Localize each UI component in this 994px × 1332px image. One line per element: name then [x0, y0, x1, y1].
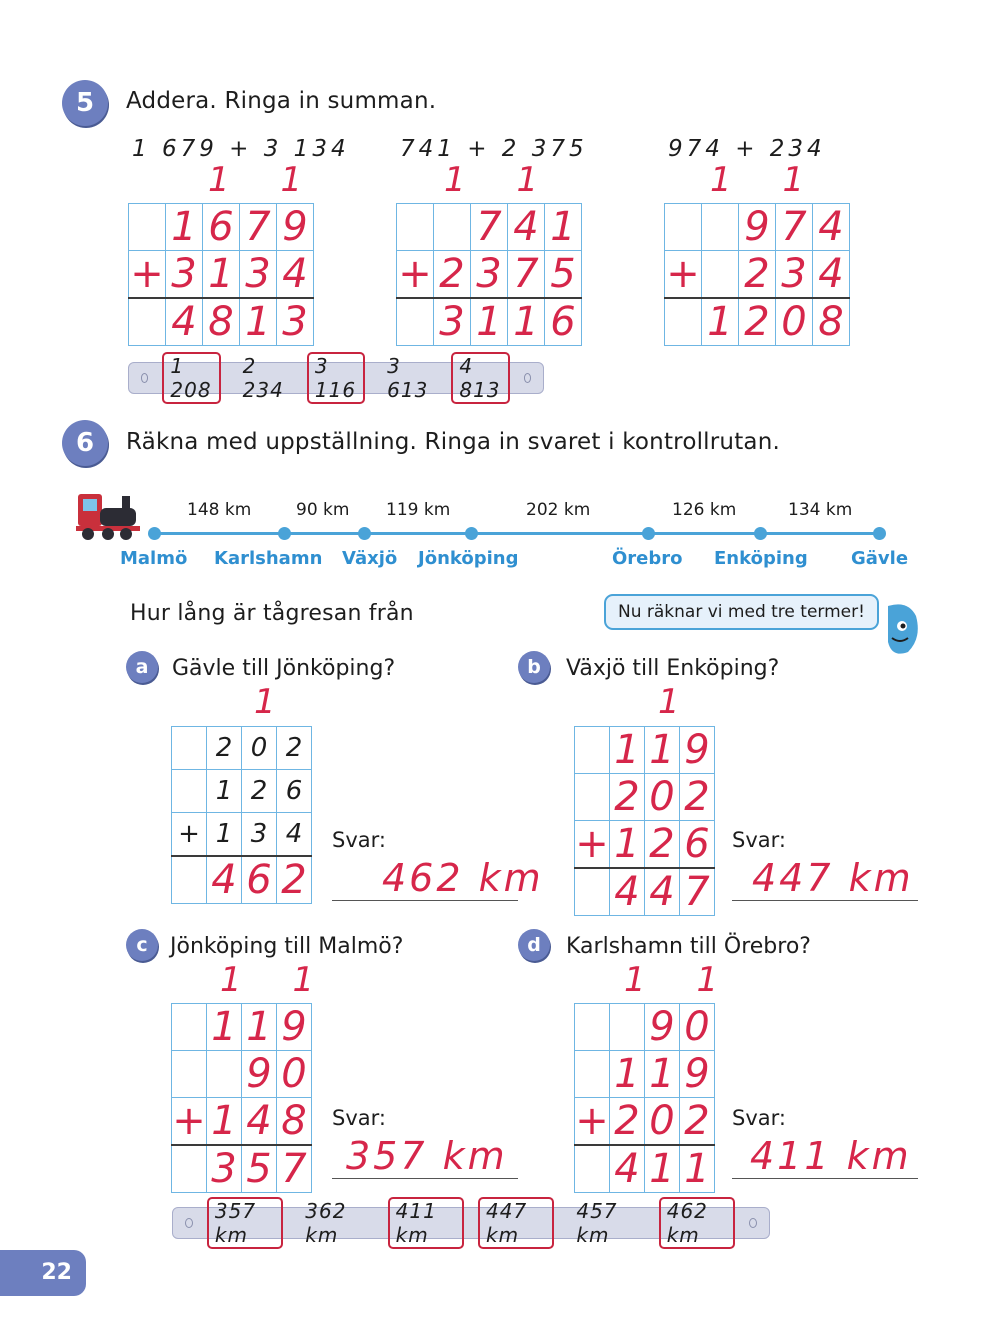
- grid-cell: 0: [645, 774, 680, 821]
- distance-label: 119 km: [386, 500, 451, 520]
- grid-cell: 0: [680, 1004, 715, 1051]
- grid-cell: 3: [166, 251, 203, 299]
- control-answer[interactable]: 362 km: [305, 1199, 347, 1247]
- grid-cell: 9: [277, 1004, 312, 1051]
- grid-cell: 1: [203, 251, 240, 299]
- task-instruction: Räkna med uppställning. Ringa in svaret i kontrollrutan.: [126, 429, 781, 455]
- grid-cell: +: [130, 251, 164, 297]
- grid-cell: 1: [545, 204, 582, 251]
- grid-cell: 1: [610, 821, 645, 869]
- grid-cell: [575, 774, 610, 821]
- speech-bubble: Nu räknar vi med tre termer!: [604, 594, 879, 630]
- distance-label: 134 km: [788, 500, 853, 520]
- grid-cell: 4: [813, 251, 850, 299]
- grid-cell: 6: [242, 856, 277, 904]
- grid-cell: 2: [277, 856, 312, 904]
- page-number-tab: [0, 1250, 86, 1296]
- carry-digits: 1 1: [624, 960, 739, 1000]
- grid-cell: 6: [680, 821, 715, 869]
- grid-cell: [575, 868, 610, 916]
- grid-cell: 4: [645, 868, 680, 916]
- grid-cell: 9: [680, 727, 715, 774]
- grid-cell: 1: [702, 298, 739, 346]
- city-label: Enköping: [714, 548, 808, 569]
- control-answer[interactable]: 2 234: [242, 354, 284, 402]
- carry-digits: 1: [658, 682, 700, 722]
- grid-cell: [610, 1004, 645, 1051]
- control-answer[interactable]: 4 813: [451, 352, 509, 404]
- control-answer[interactable]: 1 208: [162, 352, 220, 404]
- city-label: Örebro: [612, 548, 683, 569]
- grid-cell: 9: [277, 204, 314, 251]
- answer-text: 447 km: [752, 856, 914, 900]
- grid-cell: [575, 727, 610, 774]
- addition-grid: [171, 1003, 312, 1193]
- grid-cell: 0: [277, 1051, 312, 1098]
- problem-expression: 974 + 234: [668, 136, 826, 162]
- carry-digits: 1: [254, 682, 296, 722]
- grid-cell: [575, 1145, 610, 1193]
- grid-cell: 7: [776, 204, 813, 251]
- grid-cell: 0: [776, 298, 813, 346]
- lead-question: Hur lång är tågresan från: [130, 601, 414, 626]
- grid-cell: 2: [680, 1098, 715, 1146]
- grid-cell: [172, 856, 207, 904]
- answer-label: Svar:: [332, 828, 386, 852]
- grid-cell: [172, 1004, 207, 1051]
- grid-cell: +: [666, 251, 700, 297]
- problem-expression: 1 679 + 3 134: [132, 136, 350, 162]
- task-instruction: Addera. Ringa in summan.: [126, 88, 437, 114]
- route-line: [154, 532, 882, 535]
- mascot-icon: [878, 598, 924, 658]
- control-answer[interactable]: 3 613: [387, 354, 429, 402]
- grid-cell: 2: [207, 727, 242, 770]
- grid-cell: 2: [277, 727, 312, 770]
- grid-cell: 2: [434, 251, 471, 299]
- grid-cell: 4: [813, 204, 850, 251]
- grid-cell: 1: [680, 1145, 715, 1193]
- grid-cell: 5: [545, 251, 582, 299]
- addition-grid: [574, 726, 715, 916]
- answer-text: 357 km: [346, 1134, 508, 1178]
- city-label: Karlshamn: [214, 548, 323, 569]
- screw-icon: [185, 1218, 193, 1228]
- city-label: Malmö: [120, 548, 188, 569]
- subtask-badge: d: [518, 929, 550, 961]
- grid-cell: 9: [242, 1051, 277, 1098]
- route-stop: [754, 527, 767, 540]
- grid-cell: [129, 298, 166, 346]
- carry-digits: 1 1: [444, 160, 559, 200]
- grid-cell: +: [172, 1098, 206, 1144]
- grid-cell: 3: [471, 251, 508, 299]
- grid-cell: +: [398, 251, 432, 297]
- grid-cell: 2: [739, 251, 776, 299]
- screw-icon: [141, 373, 148, 383]
- route-stop: [873, 527, 886, 540]
- grid-cell: 0: [242, 727, 277, 770]
- grid-cell: 4: [610, 1145, 645, 1193]
- control-answer[interactable]: 411 km: [388, 1197, 464, 1249]
- grid-cell: 9: [680, 1051, 715, 1098]
- grid-cell: 3: [277, 298, 314, 346]
- carry-digits: 1 1: [208, 160, 323, 200]
- problem-expression: 741 + 2 375: [400, 136, 588, 162]
- grid-cell: 4: [277, 813, 312, 857]
- grid-cell: 1: [610, 1051, 645, 1098]
- grid-cell: 7: [277, 1145, 312, 1193]
- answer-text: 462 km: [382, 856, 544, 900]
- grid-cell: [207, 1051, 242, 1098]
- city-label: Jönköping: [418, 548, 519, 569]
- task-number-badge: 6: [62, 420, 108, 466]
- addition-grid: [664, 203, 850, 346]
- grid-cell: [172, 770, 207, 813]
- subtask-question: Växjö till Enköping?: [566, 656, 780, 681]
- screw-icon: [749, 1218, 757, 1228]
- grid-cell: 8: [203, 298, 240, 346]
- answer-text: 411 km: [750, 1134, 912, 1178]
- control-answer[interactable]: 3 116: [307, 352, 365, 404]
- grid-cell: 4: [610, 868, 645, 916]
- control-answer[interactable]: 447 km: [478, 1197, 554, 1249]
- grid-cell: 3: [242, 813, 277, 857]
- grid-cell: +: [172, 813, 207, 857]
- grid-cell: 6: [203, 204, 240, 251]
- subtask-question: Karlshamn till Örebro?: [566, 934, 811, 959]
- subtask-question: Gävle till Jönköping?: [172, 656, 396, 681]
- control-box: [128, 354, 544, 402]
- grid-cell: 3: [207, 1145, 242, 1193]
- grid-cell: 7: [471, 204, 508, 251]
- grid-cell: 1: [207, 770, 242, 813]
- grid-cell: +: [575, 1098, 609, 1144]
- control-answer[interactable]: 462 km: [659, 1197, 735, 1249]
- distance-label: 202 km: [526, 500, 591, 520]
- addition-grid: [574, 1003, 715, 1193]
- grid-cell: 2: [242, 770, 277, 813]
- grid-cell: 2: [610, 774, 645, 821]
- screw-icon: [524, 373, 531, 383]
- addition-grid: [128, 203, 314, 346]
- route-stop: [148, 527, 161, 540]
- grid-cell: 1: [645, 1145, 680, 1193]
- grid-cell: 3: [776, 251, 813, 299]
- control-box: [172, 1199, 770, 1247]
- city-label: Växjö: [342, 548, 398, 569]
- grid-cell: 2: [610, 1098, 645, 1146]
- distance-label: 148 km: [187, 500, 252, 520]
- addition-grid: [396, 203, 582, 346]
- grid-cell: 1: [645, 727, 680, 774]
- carry-digits: 1 1: [220, 960, 335, 1000]
- grid-cell: 2: [680, 774, 715, 821]
- subtask-badge: b: [518, 651, 550, 683]
- grid-cell: 1: [471, 298, 508, 346]
- grid-cell: 5: [242, 1145, 277, 1193]
- grid-cell: [575, 1004, 610, 1051]
- grid-cell: 4: [242, 1098, 277, 1146]
- grid-cell: 4: [166, 298, 203, 346]
- addition-grid: [171, 726, 312, 904]
- city-label: Gävle: [851, 548, 909, 569]
- grid-cell: [397, 298, 434, 346]
- grid-cell: 7: [240, 204, 277, 251]
- grid-cell: 4: [277, 251, 314, 299]
- answer-label: Svar:: [732, 1106, 786, 1130]
- grid-cell: 7: [508, 251, 545, 299]
- grid-cell: +: [575, 821, 609, 867]
- grid-cell: [575, 1051, 610, 1098]
- grid-cell: 4: [207, 856, 242, 904]
- train-icon: [74, 490, 144, 542]
- grid-cell: [665, 298, 702, 346]
- grid-cell: 9: [739, 204, 776, 251]
- answer-label: Svar:: [732, 828, 786, 852]
- grid-cell: 1: [166, 204, 203, 251]
- grid-cell: 2: [645, 821, 680, 869]
- grid-cell: [702, 204, 739, 251]
- grid-cell: 2: [739, 298, 776, 346]
- grid-cell: 7: [680, 868, 715, 916]
- grid-cell: [434, 204, 471, 251]
- grid-cell: 1: [610, 727, 645, 774]
- task-number-badge: 5: [62, 80, 108, 126]
- grid-cell: 9: [645, 1004, 680, 1051]
- grid-cell: [665, 204, 702, 251]
- grid-cell: 3: [434, 298, 471, 346]
- control-answer[interactable]: 457 km: [576, 1199, 618, 1247]
- grid-cell: 8: [277, 1098, 312, 1146]
- grid-cell: 1: [207, 1098, 242, 1146]
- grid-cell: 6: [545, 298, 582, 346]
- grid-cell: [397, 204, 434, 251]
- route-stop: [465, 527, 478, 540]
- grid-cell: 4: [508, 204, 545, 251]
- distance-label: 126 km: [672, 500, 737, 520]
- grid-cell: 1: [242, 1004, 277, 1051]
- grid-cell: 1: [645, 1051, 680, 1098]
- carry-digits: 1 1: [710, 160, 825, 200]
- control-answer[interactable]: 357 km: [207, 1197, 283, 1249]
- grid-cell: 1: [207, 1004, 242, 1051]
- grid-cell: 6: [277, 770, 312, 813]
- route-stop: [278, 527, 291, 540]
- grid-cell: [172, 727, 207, 770]
- distance-label: 90 km: [296, 500, 350, 520]
- subtask-badge: a: [126, 651, 158, 683]
- route-stop: [642, 527, 655, 540]
- subtask-badge: c: [126, 929, 158, 961]
- grid-cell: [702, 251, 739, 299]
- answer-label: Svar:: [332, 1106, 386, 1130]
- grid-cell: [129, 204, 166, 251]
- grid-cell: 3: [240, 251, 277, 299]
- grid-cell: 0: [645, 1098, 680, 1146]
- grid-cell: 1: [508, 298, 545, 346]
- grid-cell: [172, 1145, 207, 1193]
- grid-cell: [172, 1051, 207, 1098]
- route-stop: [358, 527, 371, 540]
- page-number: 22: [41, 1260, 72, 1285]
- grid-cell: 8: [813, 298, 850, 346]
- grid-cell: 1: [240, 298, 277, 346]
- grid-cell: 1: [207, 813, 242, 857]
- subtask-question: Jönköping till Malmö?: [170, 934, 404, 959]
